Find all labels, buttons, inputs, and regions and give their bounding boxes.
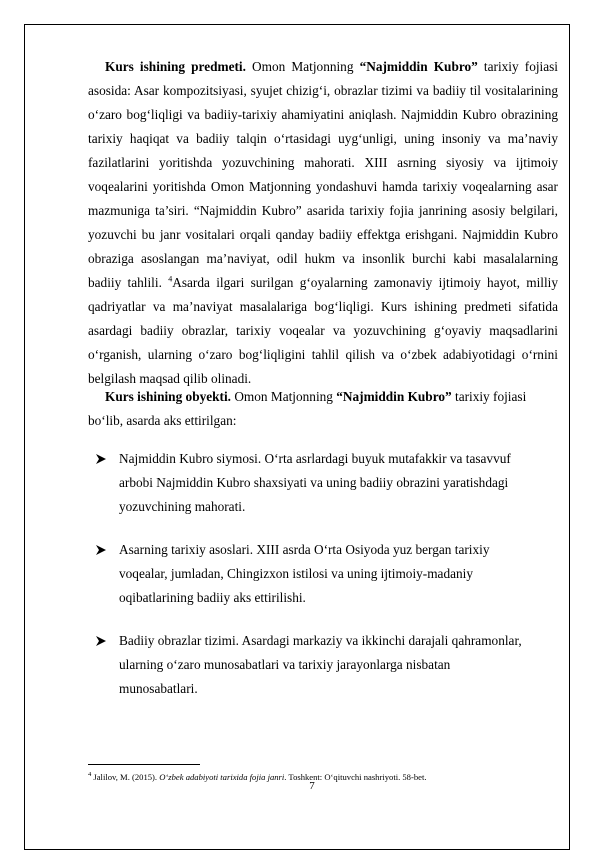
arrow-bullet-icon: [96, 636, 106, 646]
subject-text-b: tarixiy fojiasi asosida: Asar kompozitsiyasi, syujet chizig‘i, obrazlar tizimi va badiiy til vositalarining o‘zaro bog‘liqligi va badiiy-tarixiy ahamiyatini aniqlash. Najmiddin Kubro obrazining tarixiy haqiqat va badiiy talqin o‘rtasidagi uyg‘unligi, uning insoniy va ma’naviy fazilatlarini yoritishda yozuvchining mahorati. XIII asrning siyosiy va ijtimoiy voqealarini yoritishda Omon Matjonning yondashuvi hamda tarixiy voqealarning asar mazmuniga ta’siri. “Najmiddin Kubro” asarida tarixiy fojia janrining asosiy belgilari, yozuvchi bu janr vositalari orqali qanday badiiy effektga erishgani. Najmiddin Kubro obraziga asoslangan ma’naviyat, odil hukm va insonlik burchi kabi masalalarning badiiy tahlili.: [88, 59, 559, 290]
footnote-separator: [88, 764, 200, 765]
page-number: 7: [309, 780, 315, 792]
paragraph-object: [88, 385, 558, 433]
work-title: “Najmiddin Kubro”: [359, 59, 478, 74]
list-item-text: Asarning tarixiy asoslari. XIII asrda O‘rta Osiyoda yuz bergan tarixiy voqealar, jumladan, Chingizxon istilosi va uning ijtimoiy-madaniy oqibatlarining badiiy aks ettirilishi.: [119, 542, 490, 605]
paragraph-subject: [88, 55, 558, 391]
object-text-a: Omon Matjonning: [231, 389, 337, 404]
footnote-text-a: Jalilov, M. (2015).: [91, 771, 160, 782]
subject-text-c: Asarda ilgari surilgan g‘oyalarning zamonaviy ijtimoiy hayot, milliy qadriyatlar va ma’naviyat masalalariga bog‘liqligi. Kurs ishining predmeti sifatida asardagi badiiy obrazlar, tarixiy voqealar va yozuvchining g‘oyaviy maqsadlarini o‘rganish, ularning o‘zaro bog‘liqligini tahlil qilish va o‘zbek adabiyotidagi o‘rnini belgilash maqsad qilib olinadi.: [88, 275, 559, 386]
arrow-bullet-icon: [96, 545, 106, 555]
object-heading: Kurs ishining obyekti.: [105, 389, 231, 404]
object-text-b: tarixiy fojiasi bo‘lib, asarda aks ettirilgan:: [88, 389, 527, 428]
subject-text-a: Omon Matjonning: [245, 59, 360, 74]
list-item: [88, 447, 528, 519]
list-item-text: Najmiddin Kubro siymosi. O‘rta asrlardagi buyuk mutafakkir va tasavvuf arbobi Najmiddin Kubro shaxsiyati va uning badiiy obrazini yaratishdagi yozuvchining mahorati.: [119, 451, 511, 514]
work-title: “Najmiddin Kubro”: [336, 389, 452, 404]
footnote-number: 4: [88, 771, 92, 778]
list-item-text: Badiiy obrazlar tizimi. Asardagi markaziy va ikkinchi darajali qahramonlar, ularning o‘zaro munosabatlari va tarixiy jarayonlarga nisbatan munosabatlari.: [119, 633, 522, 696]
object-bullet-list: [88, 447, 528, 720]
arrow-bullet-icon: [96, 454, 106, 464]
footnote-book-title: O‘zbek adabiyoti tarixida fojia janri: [159, 771, 285, 782]
subject-heading: Kurs ishining predmeti.: [105, 59, 246, 74]
list-item: [88, 629, 528, 701]
footnote-reference[interactable]: 4: [168, 274, 173, 284]
footnote-text-b: . Toshkent: O‘qituvchi nashriyoti. 58-bet.: [284, 771, 427, 782]
list-item: [88, 538, 528, 610]
